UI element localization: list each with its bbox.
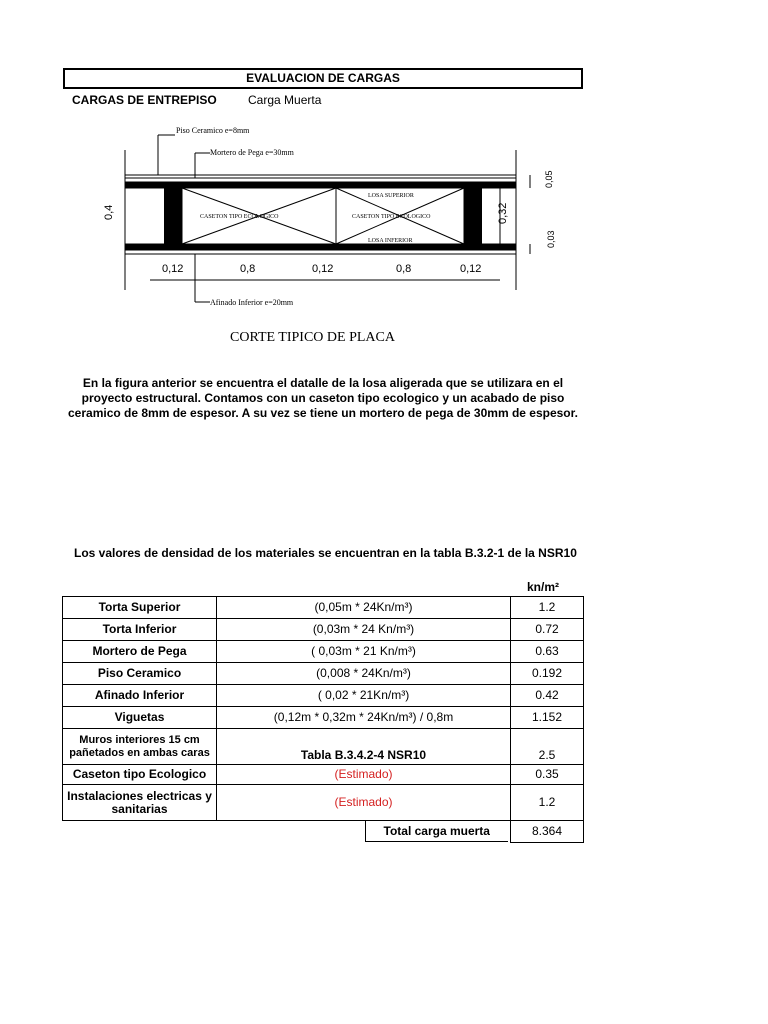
dim-h-3: 0,8 (396, 263, 412, 275)
empty-cell (63, 821, 217, 843)
label-losa-superior: LOSA SUPERIOR (368, 193, 414, 199)
dim-h-0: 0,12 (162, 263, 184, 275)
row-value: 0.72 (511, 619, 584, 641)
row-formula: (Estimado) (217, 765, 511, 785)
dim-top-slab: 0,05 (544, 170, 554, 188)
label-losa-inferior: LOSA INFERIOR (368, 238, 413, 244)
table-row (63, 619, 584, 641)
dim-bottom-slab: 0,03 (546, 230, 556, 248)
dim-caseton-height: 0,32 (497, 202, 509, 224)
row-value: 1.152 (511, 707, 584, 729)
row-formula: (0,12m * 0,32m * 24Kn/m³) / 0,8m (217, 707, 511, 729)
dim-h-4: 0,12 (460, 263, 482, 275)
label-piso-ceramico: Piso Ceramico e=8mm (176, 126, 250, 135)
total-label: Total carga muerta (365, 821, 509, 842)
unit-label: kn/m² (527, 580, 560, 594)
total-cell (217, 821, 511, 843)
table-row (63, 785, 584, 821)
row-name: Caseton tipo Ecologico (63, 765, 217, 785)
row-name: Torta Inferior (63, 619, 217, 641)
row-formula: (0,008 * 24Kn/m³) (217, 663, 511, 685)
row-value: 1.2 (511, 597, 584, 619)
row-formula: (Estimado) (217, 785, 511, 821)
row-name: Instalaciones electricas y sanitarias (63, 785, 217, 821)
table-row (63, 663, 584, 685)
total-value: 8.364 (511, 821, 584, 843)
label-mortero: Mortero de Pega e=30mm (210, 148, 294, 157)
section-heading: CARGAS DE ENTREPISO (72, 93, 217, 107)
row-value: 0.42 (511, 685, 584, 707)
row-name: Viguetas (63, 707, 217, 729)
table-row (63, 765, 584, 785)
row-value: 1.2 (511, 785, 584, 821)
row-formula: ( 0,02 * 21Kn/m³) (217, 685, 511, 707)
row-value: 2.5 (511, 729, 584, 765)
row-name: Piso Ceramico (63, 663, 217, 685)
label-caseton-1: CASETON TIPO ECOLOGICO (200, 214, 279, 220)
row-name: Torta Superior (63, 597, 217, 619)
row-formula: (0,05m * 24Kn/m³) (217, 597, 511, 619)
row-formula: ( 0,03m * 21 Kn/m³) (217, 641, 511, 663)
table-row (63, 597, 584, 619)
dead-load-table (62, 596, 584, 843)
dim-h-2: 0,12 (312, 263, 334, 275)
drawing-caption: CORTE TIPICO DE PLACA (230, 330, 395, 345)
table-row (63, 707, 584, 729)
row-value: 0.63 (511, 641, 584, 663)
page-title: EVALUACION DE CARGAS (63, 68, 583, 89)
row-formula: Tabla B.3.4.2-4 NSR10 (217, 729, 511, 765)
dim-total-height: 0,4 (103, 204, 115, 220)
table-row (63, 641, 584, 663)
load-type-label: Carga Muerta (248, 93, 322, 107)
row-name: Mortero de Pega (63, 641, 217, 663)
total-row (63, 821, 584, 843)
row-value: 0.192 (511, 663, 584, 685)
slab-section-drawing (90, 120, 556, 345)
dim-h-1: 0,8 (240, 263, 256, 275)
row-formula: (0,03m * 24 Kn/m³) (217, 619, 511, 641)
row-value: 0.35 (511, 765, 584, 785)
table-row (63, 729, 584, 765)
row-name: Muros interiores 15 cm pañetados en ambas caras (63, 729, 217, 765)
label-caseton-2: CASETON TIPO ECOLOGICO (352, 214, 431, 220)
description-paragraph: En la figura anterior se encuentra el datalle de la losa aligerada que se utilizara en el proyecto estructural. Contamos con un caseton tipo ecologico y un acabado de piso ceramico de 8mm de espesor. A su vez se tiene un mortero de pega de 30mm de espesor. (68, 376, 578, 420)
label-afinado: Afinado Inferior e=20mm (210, 298, 294, 307)
row-name: Afinado Inferior (63, 685, 217, 707)
table-row (63, 685, 584, 707)
table-intro: Los valores de densidad de los materiales se encuentran en la tabla B.3.2-1 de la NSR10 (74, 546, 577, 560)
